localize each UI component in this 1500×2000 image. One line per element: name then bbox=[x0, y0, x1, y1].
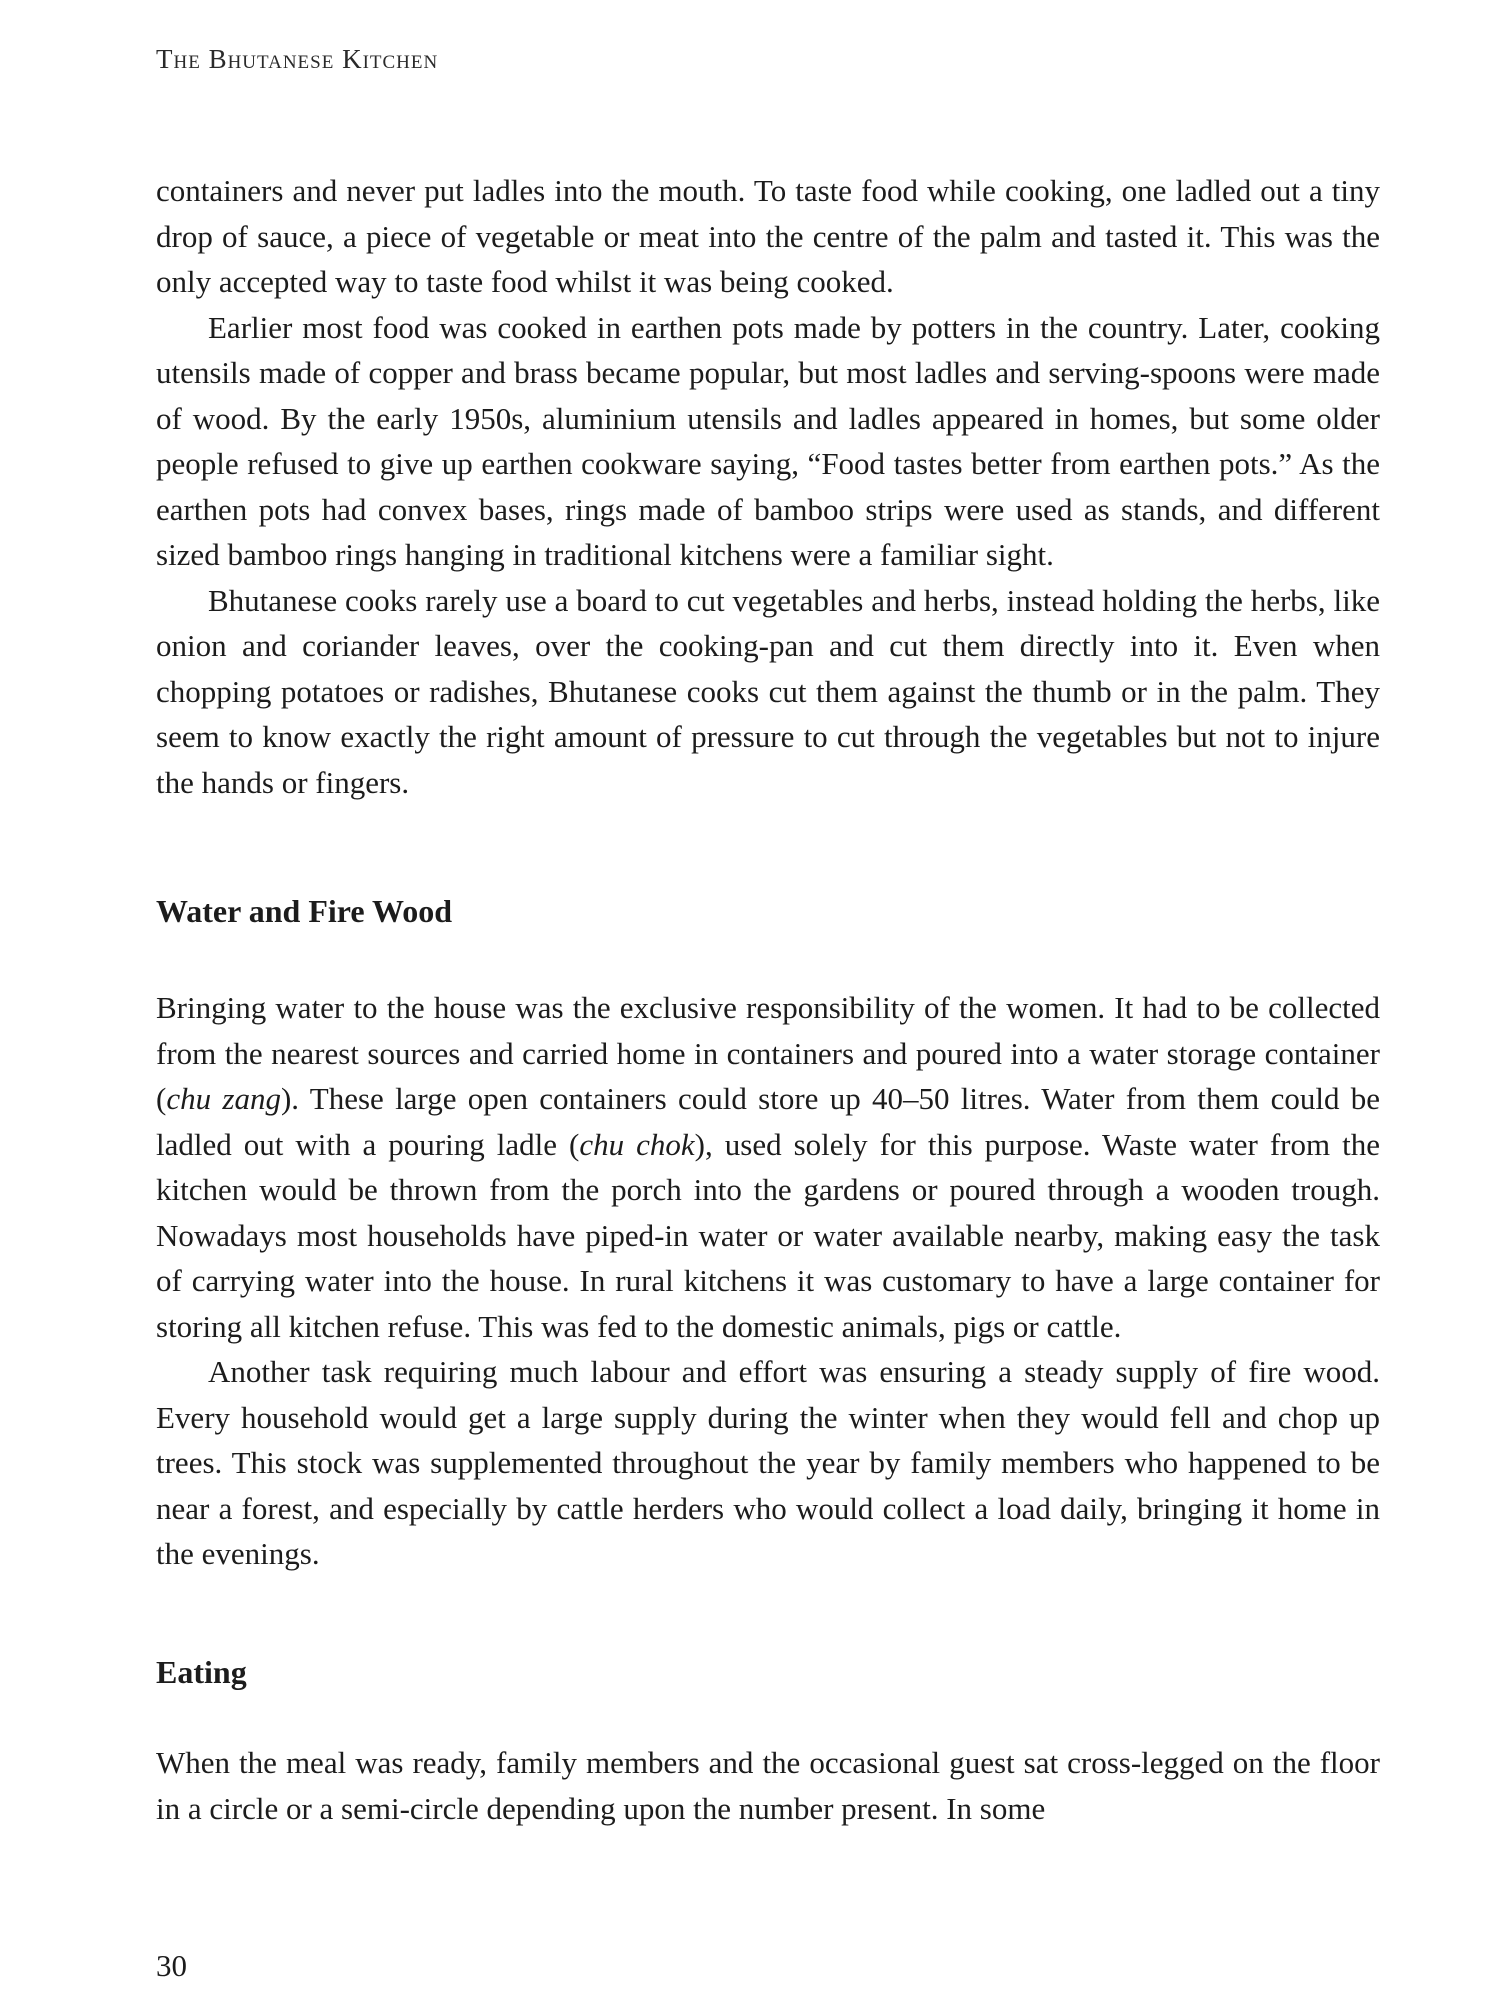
paragraph: When the meal was ready, family members and the occasional guest sat cross-legged on the floor in a circle or a semi-circle depending upon the number present. In some bbox=[156, 1745, 1380, 1826]
text-run: ). These large open containers could store up 40–50 litres. Water from them could be ladled out with a pouring ladle ( bbox=[156, 1081, 1380, 1162]
section-heading-eating: Eating bbox=[156, 1654, 247, 1690]
paragraph: Bhutanese cooks rarely use a board to cut vegetables and herbs, instead holding the herbs, like onion and coriander leaves, over the cooking-pan and cut them directly into it. Even when chopping potatoes or radishes, Bhutanese cooks cut them against the thumb or in the palm. They seem to know exactly the right amount of pressure to cut through the vegetables but not to injure the hands or fingers. bbox=[156, 582, 1380, 800]
page-number: 30 bbox=[156, 1948, 187, 1983]
section-heading-water: Water and Fire Wood bbox=[156, 893, 453, 929]
term-chu-zang: chu zang bbox=[166, 1081, 281, 1116]
paragraph bbox=[156, 985, 1380, 1349]
text-run: ), used solely for this purpose. Waste water from the kitchen would be thrown from the porch into the gardens or poured through a wooden trough. Nowadays most households have piped-in water or water available nearby, making easy the task of carrying water into the house. In rural kitchens it was customary to have a large container for storing all kitchen refuse. This was fed to the domestic animals, pigs or cattle. bbox=[156, 1126, 1381, 1344]
text-run: Bringing water to the house was the exclusive responsibility of the women. It had to be collected from the nearest sources and carried home in containers and poured into a water storage container ( bbox=[156, 990, 1380, 1116]
intro-text bbox=[156, 168, 1380, 805]
paragraph: Another task requiring much labour and effort was ensuring a steady supply of fire wood. Every household would get a large supply during the winter when they would fell and chop up trees. This stock was supplemented throughout the year by family members who happened to be near a forest, and especially by cattle herders who would collect a load daily, bringing it home in the evenings. bbox=[156, 1354, 1380, 1571]
water-section-text bbox=[156, 985, 1380, 1577]
paragraph: Earlier most food was cooked in earthen pots made by potters in the country. Later, cooking utensils made of copper and brass became popular, but most ladles and serving-spoons were made of wood. By the early 1950s, aluminium utensils and ladles appeared in homes, but some older people refused to give up earthen cookware saying, “Food tastes better from earthen pots.” As the earthen pots had convex bases, rings made of bamboo strips were used as stands, and different sized bamboo rings hanging in traditional kitchens were a familiar sight. bbox=[156, 309, 1380, 572]
eating-section-text bbox=[156, 1740, 1380, 1831]
paragraph: containers and never put ladles into the mouth. To taste food while cooking, one ladled out a tiny drop of sauce, a piece of vegetable or meat into the centre of the palm and tasted it. This was the only accepted way to taste food whilst it was being cooked. bbox=[156, 173, 1380, 299]
term-chu-chok: chu chok bbox=[579, 1126, 695, 1162]
running-header: The Bhutanese Kitchen bbox=[156, 44, 439, 74]
